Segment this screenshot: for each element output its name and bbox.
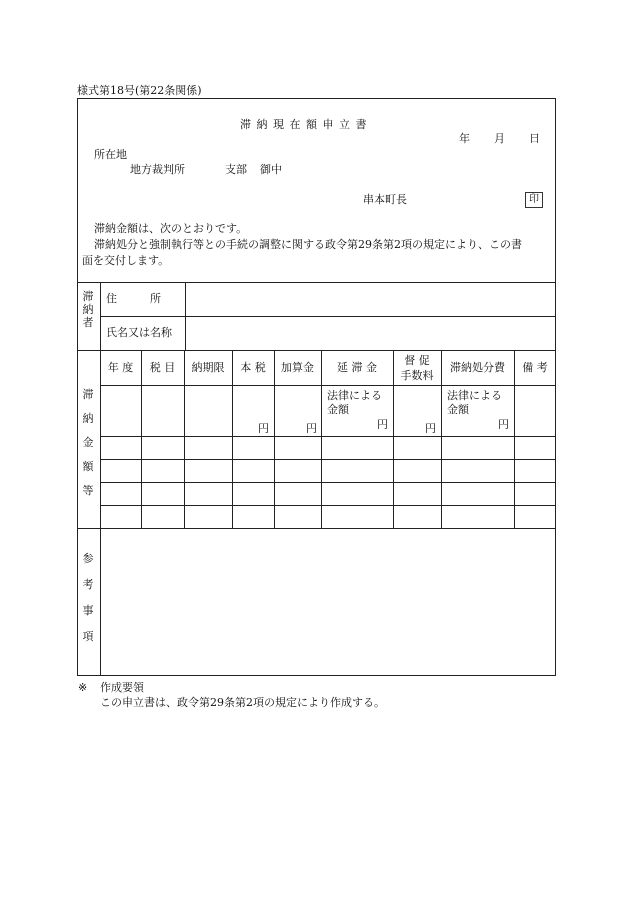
form-frame: [77, 98, 556, 676]
divider-line: [77, 282, 556, 283]
late-fee-by-law-1: 法律による: [327, 389, 382, 402]
date-month-label: 月: [494, 132, 505, 145]
document-title: 滞 納 現 在 額 申 立 書: [240, 118, 368, 131]
column-line: [185, 282, 186, 350]
amounts-side-label: 滞納金額等: [82, 388, 94, 497]
divider-line: [77, 350, 556, 351]
yen-principal: 円: [258, 422, 269, 435]
late-fee-by-law-2: 金額: [327, 403, 349, 416]
disposal-by-law-1: 法律による: [447, 389, 502, 402]
name-label: 氏名又は名称: [106, 326, 172, 339]
address-label: 住 所: [106, 292, 161, 305]
table-header-line: [100, 385, 556, 386]
column-line: [184, 350, 185, 528]
table-row-line: [100, 436, 556, 437]
issuer-name: 串本町長: [363, 193, 407, 206]
table-row-line: [100, 505, 556, 506]
location-label: 所在地: [94, 148, 127, 161]
yen-disposal-cost: 円: [498, 418, 509, 431]
yen-dunning-fee: 円: [425, 422, 436, 435]
disposal-by-law-2: 金額: [447, 403, 469, 416]
header-principal: 本 税: [240, 361, 266, 374]
court-label: 地方裁判所: [130, 163, 185, 176]
column-line: [232, 350, 233, 528]
table-row-line: [100, 459, 556, 460]
honorific-label: 御中: [260, 163, 282, 176]
notes-heading: 作成要領: [100, 681, 144, 694]
form-number-label: 様式第18号(第22条関係): [77, 84, 202, 97]
body-line-3: 面を交付します。: [82, 254, 170, 267]
column-line: [141, 350, 142, 528]
header-late-fee: 延 滞 金: [337, 361, 377, 374]
header-tax-item: 税 目: [149, 361, 176, 374]
notes-text: この申立書は、政令第29条第2項の規定により作成する。: [100, 696, 385, 709]
body-line-1: 滞納金額は、次のとおりです。: [94, 222, 248, 235]
branch-label: 支部: [225, 163, 247, 176]
body-line-2: 滞納処分と強制執行等との手続の調整に関する政令第29条第2項の規定により、この書: [94, 238, 522, 251]
yen-additional: 円: [306, 422, 317, 435]
side-column-line: [100, 282, 101, 676]
header-additional: 加算金: [281, 361, 314, 374]
header-remarks: 備 考: [522, 361, 548, 374]
column-line: [321, 350, 322, 528]
column-line: [274, 350, 275, 528]
yen-late-fee: 円: [377, 418, 388, 431]
note-mark: ※: [78, 681, 88, 694]
column-line: [441, 350, 442, 528]
delinquent-side-label: 滞納者: [82, 290, 94, 329]
header-due-date: 納期限: [191, 361, 225, 374]
reference-side-label: 参考事項: [82, 552, 94, 643]
seal-mark: 印: [525, 192, 543, 208]
header-disposal-cost: 滞納処分費: [450, 361, 505, 374]
header-year: 年 度: [107, 361, 134, 374]
date-day-label: 日: [529, 132, 540, 145]
header-dunning-fee-1: 督 促: [404, 354, 430, 367]
divider-line: [100, 316, 556, 317]
header-dunning-fee-2: 手数料: [400, 369, 434, 382]
date-year-label: 年: [459, 132, 470, 145]
table-row-line: [100, 482, 556, 483]
divider-line: [77, 528, 556, 529]
column-line: [514, 350, 515, 528]
